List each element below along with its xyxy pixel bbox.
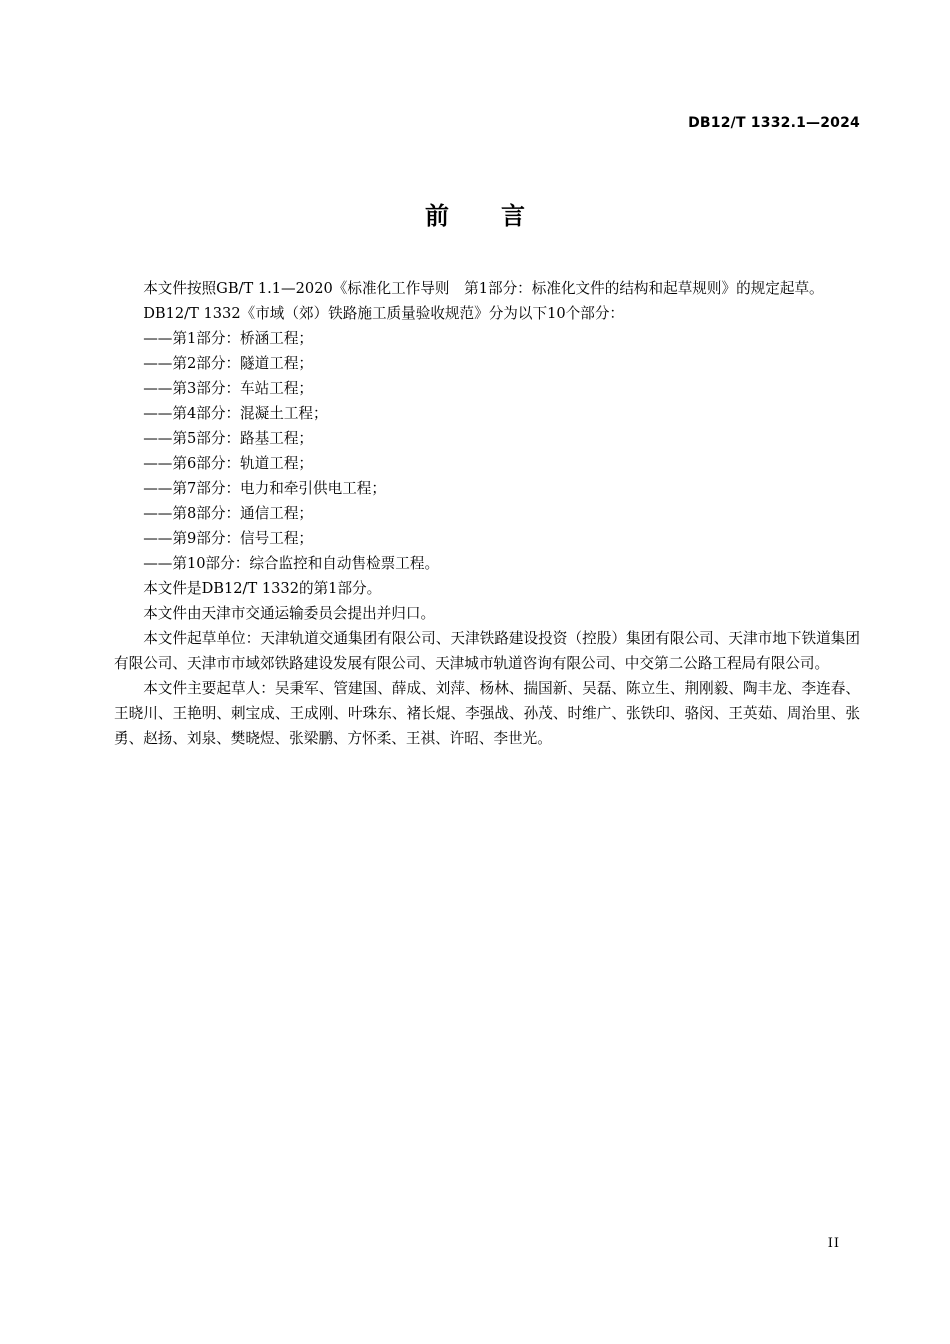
list-item: ——第6部分：轨道工程； <box>143 455 314 472</box>
list-item: ——第5部分：路基工程； <box>143 430 314 447</box>
paragraph-drafting-units: 本文件起草单位：天津轨道交通集团有限公司、天津铁路建设投资（控股）集团有限公司、天津市地下铁道集团有限公司、天津市市域郊铁路建设发展有限公司、天津城市轨道咨询有限公司、中交第二公路工程局有限公司。 <box>114 630 860 672</box>
page-number: II <box>827 1236 840 1251</box>
list-item: ——第9部分：信号工程； <box>143 530 314 547</box>
list-item: ——第1部分：桥涵工程； <box>143 330 314 347</box>
list-item: ——第7部分：电力和牵引供电工程； <box>143 480 386 497</box>
list-item: ——第4部分：混凝土工程； <box>143 405 328 422</box>
paragraph-drafting-rules: 本文件按照GB/T 1.1—2020《标准化工作导则 第1部分：标准化文件的结构和起草规则》的规定起草。 <box>143 280 824 297</box>
list-item: ——第8部分：通信工程； <box>143 505 314 522</box>
paragraph-proposer: 本文件由天津市交通运输委员会提出并归口。 <box>143 605 436 622</box>
list-item: ——第10部分：综合监控和自动售检票工程。 <box>143 555 440 572</box>
page-title: 前言 <box>425 202 577 230</box>
document-code: DB12/T 1332.1—2024 <box>688 115 860 131</box>
paragraph-parts-intro: DB12/T 1332《市域（郊）铁路施工质量验收规范》分为以下10个部分： <box>143 305 625 322</box>
paragraph-drafters: 本文件主要起草人：吴秉军、管建国、薛成、刘萍、杨林、揣国新、吴磊、陈立生、荆刚毅、陶丰龙、李连春、王晓川、王艳明、刺宝成、王成刚、叶珠东、褚长焜、李强战、孙茂、时维广、张铁印、骆闵、王英茹、周治里、张勇、赵扬、刘泉、樊晓煜、张梁鹏、方怀柔、王祺、许昭、李世光。 <box>114 680 860 747</box>
paragraph-part-statement: 本文件是DB12/T 1332的第1部分。 <box>143 580 382 597</box>
list-item: ——第3部分：车站工程； <box>143 380 314 397</box>
foreword-body <box>114 276 860 751</box>
list-item: ——第2部分：隧道工程； <box>143 355 314 372</box>
